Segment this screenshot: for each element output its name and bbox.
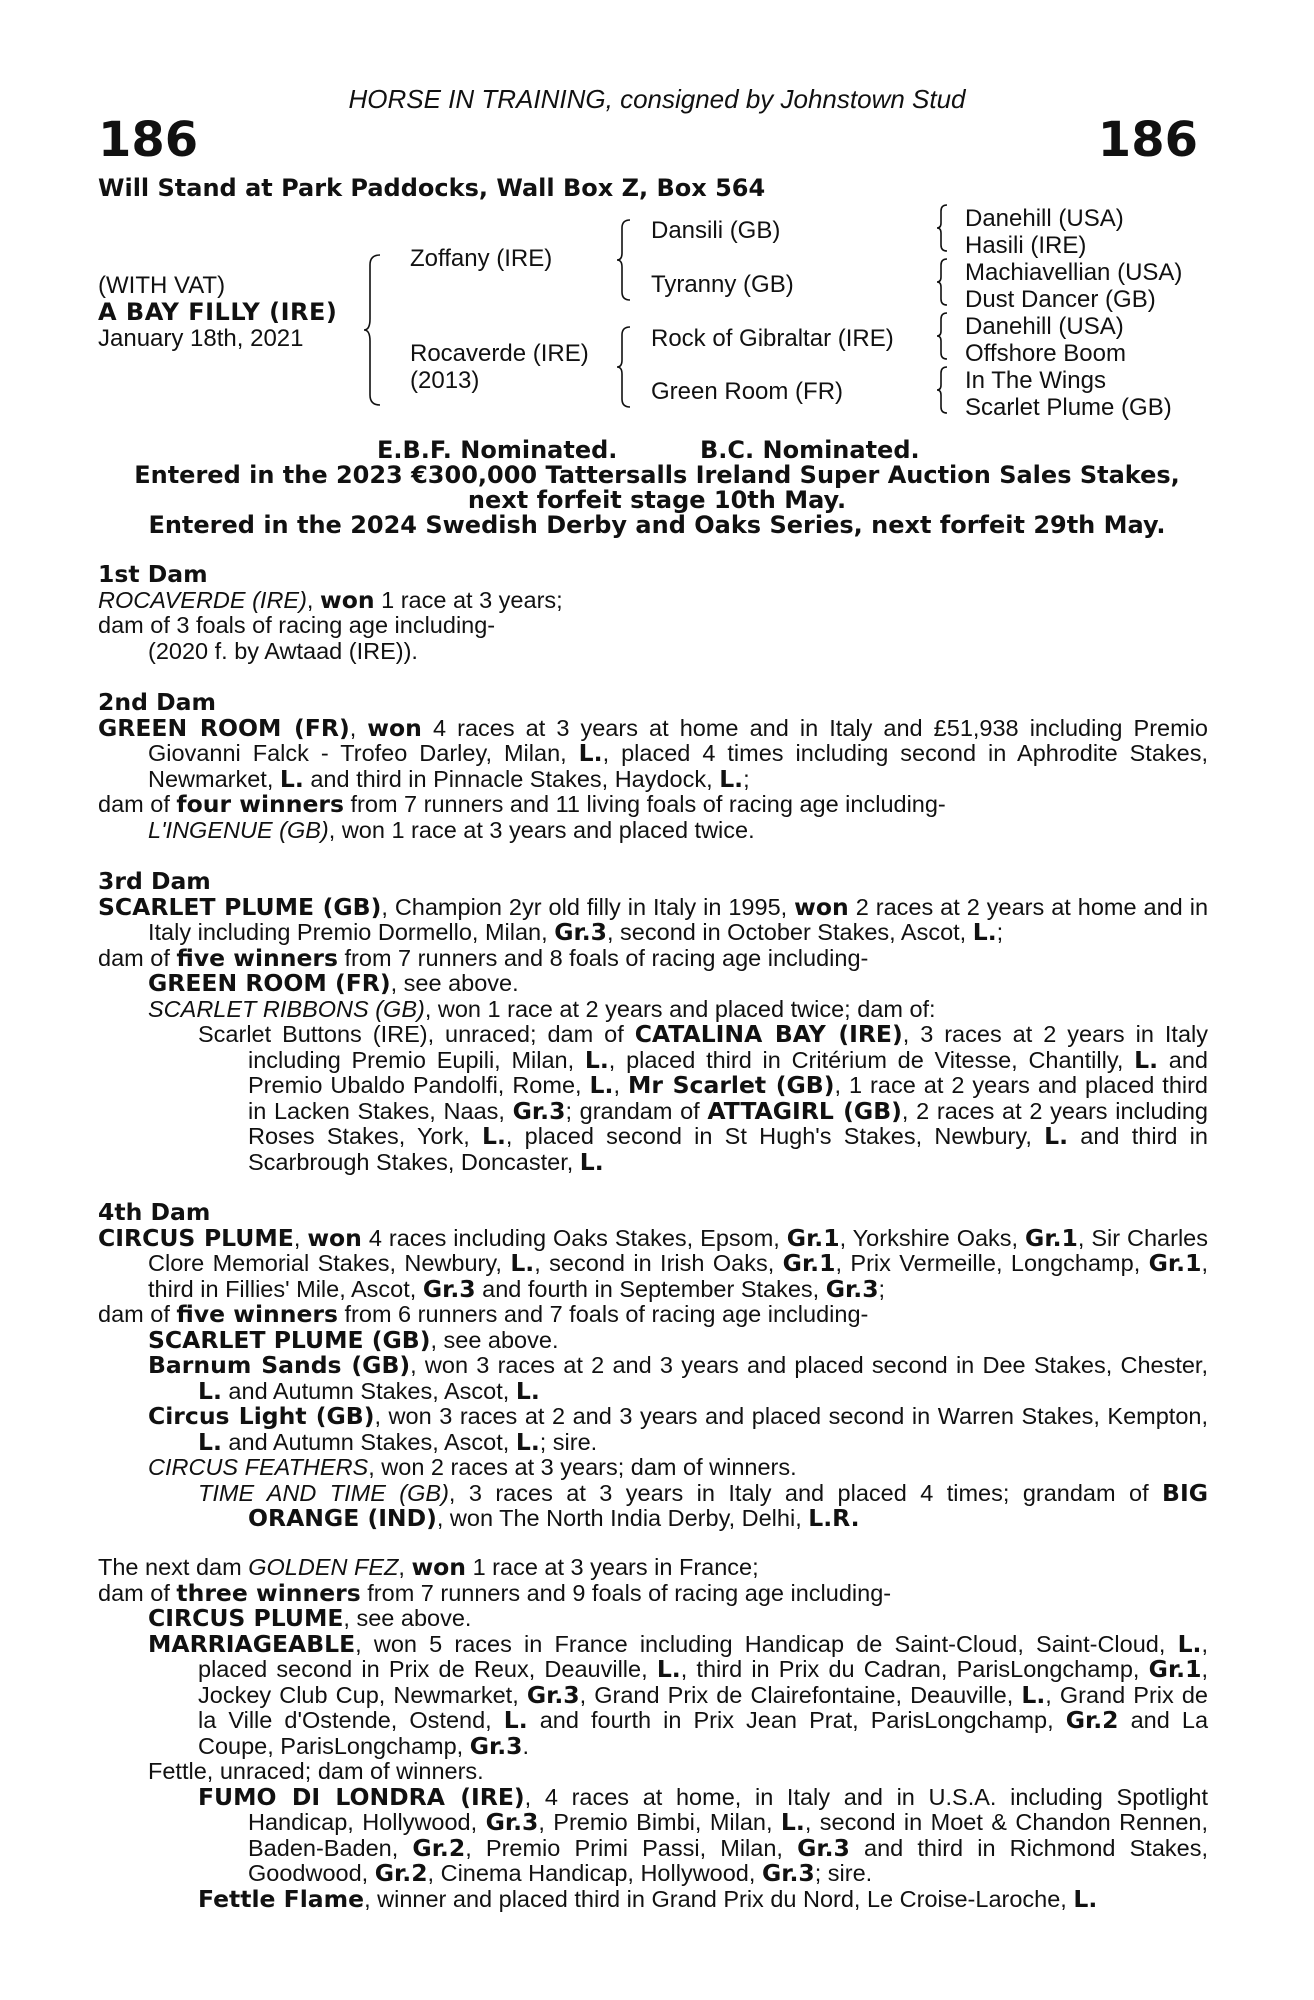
next-dam-section [98, 1555, 1208, 1912]
entry-line-2: Entered in the 2024 Swedish Derby and Oaks Series, next forfeit 29th May. [148, 511, 1166, 539]
dam-dam: Green Room (FR) [651, 378, 844, 405]
gg-1: Danehill (USA) [965, 205, 1124, 232]
gg-6: Offshore Boom [965, 340, 1126, 367]
next-dam-progeny-3: Fettle, unraced; dam of winners. [148, 1758, 484, 1784]
next-dam-progeny-1: CIRCUS PLUME, see above. [148, 1604, 472, 1632]
third-dam-progeny-1: GREEN ROOM (FR), see above. [148, 969, 519, 997]
lot-number-right: 186 [1097, 112, 1198, 168]
third-dam-record: SCARLET PLUME (GB), Champion 2yr old filly in Italy in 1995, won 2 races at 2 years at home and in Italy including Premio Dormello, Milan, Gr.3, second in October Stakes, Ascot, L.; [98, 892, 1209, 946]
first-dam-produce: dam of 3 foals of racing age including- [98, 612, 496, 638]
next-dam-record: The next dam GOLDEN FEZ, won 1 race at 3 years in France; [98, 1553, 759, 1581]
gg-3: Machiavellian (USA) [965, 259, 1183, 286]
first-dam-section [98, 562, 1208, 664]
bc-nomination: B.C. Nominated. [700, 436, 920, 464]
first-dam-heading: 1st Dam [98, 560, 208, 588]
third-dam-produce: dam of five winners from 7 runners and 8 foals of racing age including- [98, 943, 869, 972]
bracket-g3 [937, 313, 953, 359]
dam-year: (2013) [410, 367, 480, 394]
sire-name: Zoffany (IRE) [410, 245, 553, 272]
gg-8: Scarlet Plume (GB) [965, 394, 1172, 421]
gg-5: Danehill (USA) [965, 313, 1124, 340]
first-dam-record: ROCAVERDE (IRE), won 1 race at 3 years; [98, 585, 563, 614]
stand-location: Will Stand at Park Paddocks, Wall Box Z, Box 564 [98, 174, 766, 202]
next-dam-produce: dam of three winners from 7 runners and 9 foals of racing age including- [98, 1578, 892, 1607]
gg-2: Hasili (IRE) [965, 232, 1087, 259]
bracket-g2 [937, 259, 953, 305]
bracket-g4 [937, 367, 953, 413]
second-dam-record: GREEN ROOM (FR), won 4 races at 3 years at home and in Italy and £51,938 including Premio Giovanni Falck - Trofeo Darley, Milan, L., placed 4 times including second in Aphrodite Stakes, Newmarket, L. and third in Pinnacle Stakes, Haydock, L.; [98, 713, 1208, 793]
next-dam-progeny-2: MARRIAGEABLE, won 5 races in France including Handicap de Saint-Cloud, Saint-Cloud, L., placed second in Prix de Reux, Deauville, L., third in Prix du Cadran, ParisLongchamp, Gr.1, Jockey Club Cup, Newmarket, Gr.3, Grand Prix de Clairefontaine, Deauville, L., Grand Prix de la Ville d'Ostende, Ostend, L. and fourth in Prix Jean Prat, ParisLongchamp, Gr.2 and La Coupe, ParisLongchamp, Gr.3. [148, 1629, 1209, 1760]
third-dam-progeny-2: SCARLET RIBBONS (GB), won 1 race at 2 years and placed twice; dam of: [148, 995, 936, 1022]
next-dam-grandprogeny-1: FUMO DI LONDRA (IRE), 4 races at home, in Italy and in U.S.A. including Spotlight Handicap, Hollywood, Gr.3, Premio Bimbi, Milan, L., second in Moet & Chandon Rennen, Baden-Baden, Gr.2, Premio Primi Passi, Milan, Gr.3 and third in Richmond Stakes, Goodwood, Gr.2, Cinema Handicap, Hollywood, Gr.3; sire. [198, 1782, 1208, 1887]
second-dam-section [98, 690, 1208, 843]
third-dam-grandprogeny: Scarlet Buttons (IRE), unraced; dam of CATALINA BAY (IRE), 3 races at 2 years in Italy including Premio Eupili, Milan, L., placed third in Critérium de Vitesse, Chantilly, L. and Premio Ubaldo Pandolfi, Rome, L., Mr Scarlet (GB), 1 race at 2 years and placed third in Lacken Stakes, Naas, Gr.3; grandam of ATTAGIRL (GB), 2 races at 2 years including Roses Stakes, York, L., placed second in St Hugh's Stakes, Newbury, L. and third in Scarbrough Stakes, Doncaster, L. [198, 1020, 1209, 1176]
first-dam-foal: (2020 f. by Awtaad (IRE)). [148, 637, 418, 664]
gg-4: Dust Dancer (GB) [965, 286, 1156, 313]
bracket-dam [618, 327, 638, 407]
fourth-dam-grandprogeny: TIME AND TIME (GB), 3 races at 3 years in Italy and placed 4 times; grandam of BIG ORANGE (IND), won The North India Derby, Delhi, L.R. [198, 1478, 1208, 1532]
second-dam-produce: dam of four winners from 7 runners and 11 living foals of racing age including- [98, 790, 946, 818]
second-dam-heading: 2nd Dam [98, 688, 216, 716]
fourth-dam-progeny-2: Barnum Sands (GB), won 3 races at 2 and 3 years and placed second in Dee Stakes, Chester, L. and Autumn Stakes, Ascot, L. [148, 1351, 1208, 1405]
bracket-g1 [937, 205, 953, 251]
consignment-line: HORSE IN TRAINING, consigned by Johnstown Stud [348, 84, 966, 114]
lot-number-left: 186 [98, 112, 199, 168]
next-dam-grandprogeny-2: Fettle Flame, winner and placed third in Grand Prix du Nord, Le Croise-Laroche, L. [198, 1884, 1098, 1913]
dam-sire: Rock of Gibraltar (IRE) [651, 325, 894, 352]
fourth-dam-produce: dam of five winners from 6 runners and 7 foals of racing age including- [98, 1300, 869, 1328]
dam-name: Rocaverde (IRE) [410, 340, 589, 367]
bracket-sire [618, 220, 638, 300]
sire-dam: Tyranny (GB) [651, 271, 794, 298]
fourth-dam-progeny-3: Circus Light (GB), won 3 races at 2 and 3 years and placed second in Warren Stakes, Kempton, L. and Autumn Stakes, Ascot, L.; sire. [148, 1402, 1208, 1456]
entry-line-1b: next forfeit stage 10th May. [467, 486, 847, 514]
entry-line-1: Entered in the 2023 €300,000 Tattersalls Ireland Super Auction Sales Stakes, [134, 461, 1180, 489]
horse-name: A BAY FILLY (IRE) [98, 298, 338, 326]
fourth-dam-progeny-4: CIRCUS FEATHERS, won 2 races at 3 years; dam of winners. [148, 1454, 797, 1480]
sire-sire: Dansili (GB) [651, 217, 781, 244]
fourth-dam-heading: 4th Dam [98, 1198, 211, 1226]
foaling-date: January 18th, 2021 [98, 325, 304, 352]
fourth-dam-progeny-1: SCARLET PLUME (GB), see above. [148, 1325, 559, 1354]
nominations [0, 436, 1314, 464]
fourth-dam-section [98, 1200, 1208, 1532]
bracket-main [366, 255, 386, 405]
third-dam-section [98, 869, 1208, 1175]
second-dam-progeny: L'INGENUE (GB), won 1 race at 3 years and placed twice. [148, 816, 755, 843]
gg-7: In The Wings [965, 367, 1106, 394]
vat-note: (WITH VAT) [98, 272, 226, 299]
third-dam-heading: 3rd Dam [98, 867, 211, 895]
ebf-nomination: E.B.F. Nominated. [377, 436, 618, 464]
fourth-dam-record: CIRCUS PLUME, won 4 races including Oaks Stakes, Epsom, Gr.1, Yorkshire Oaks, Gr.1, Sir Charles Clore Memorial Stakes, Newbury, L., second in Irish Oaks, Gr.1, Prix Vermeille, Longchamp, Gr.1, third in Fillies' Mile, Ascot, Gr.3 and fourth in September Stakes, Gr.3; [98, 1223, 1208, 1303]
